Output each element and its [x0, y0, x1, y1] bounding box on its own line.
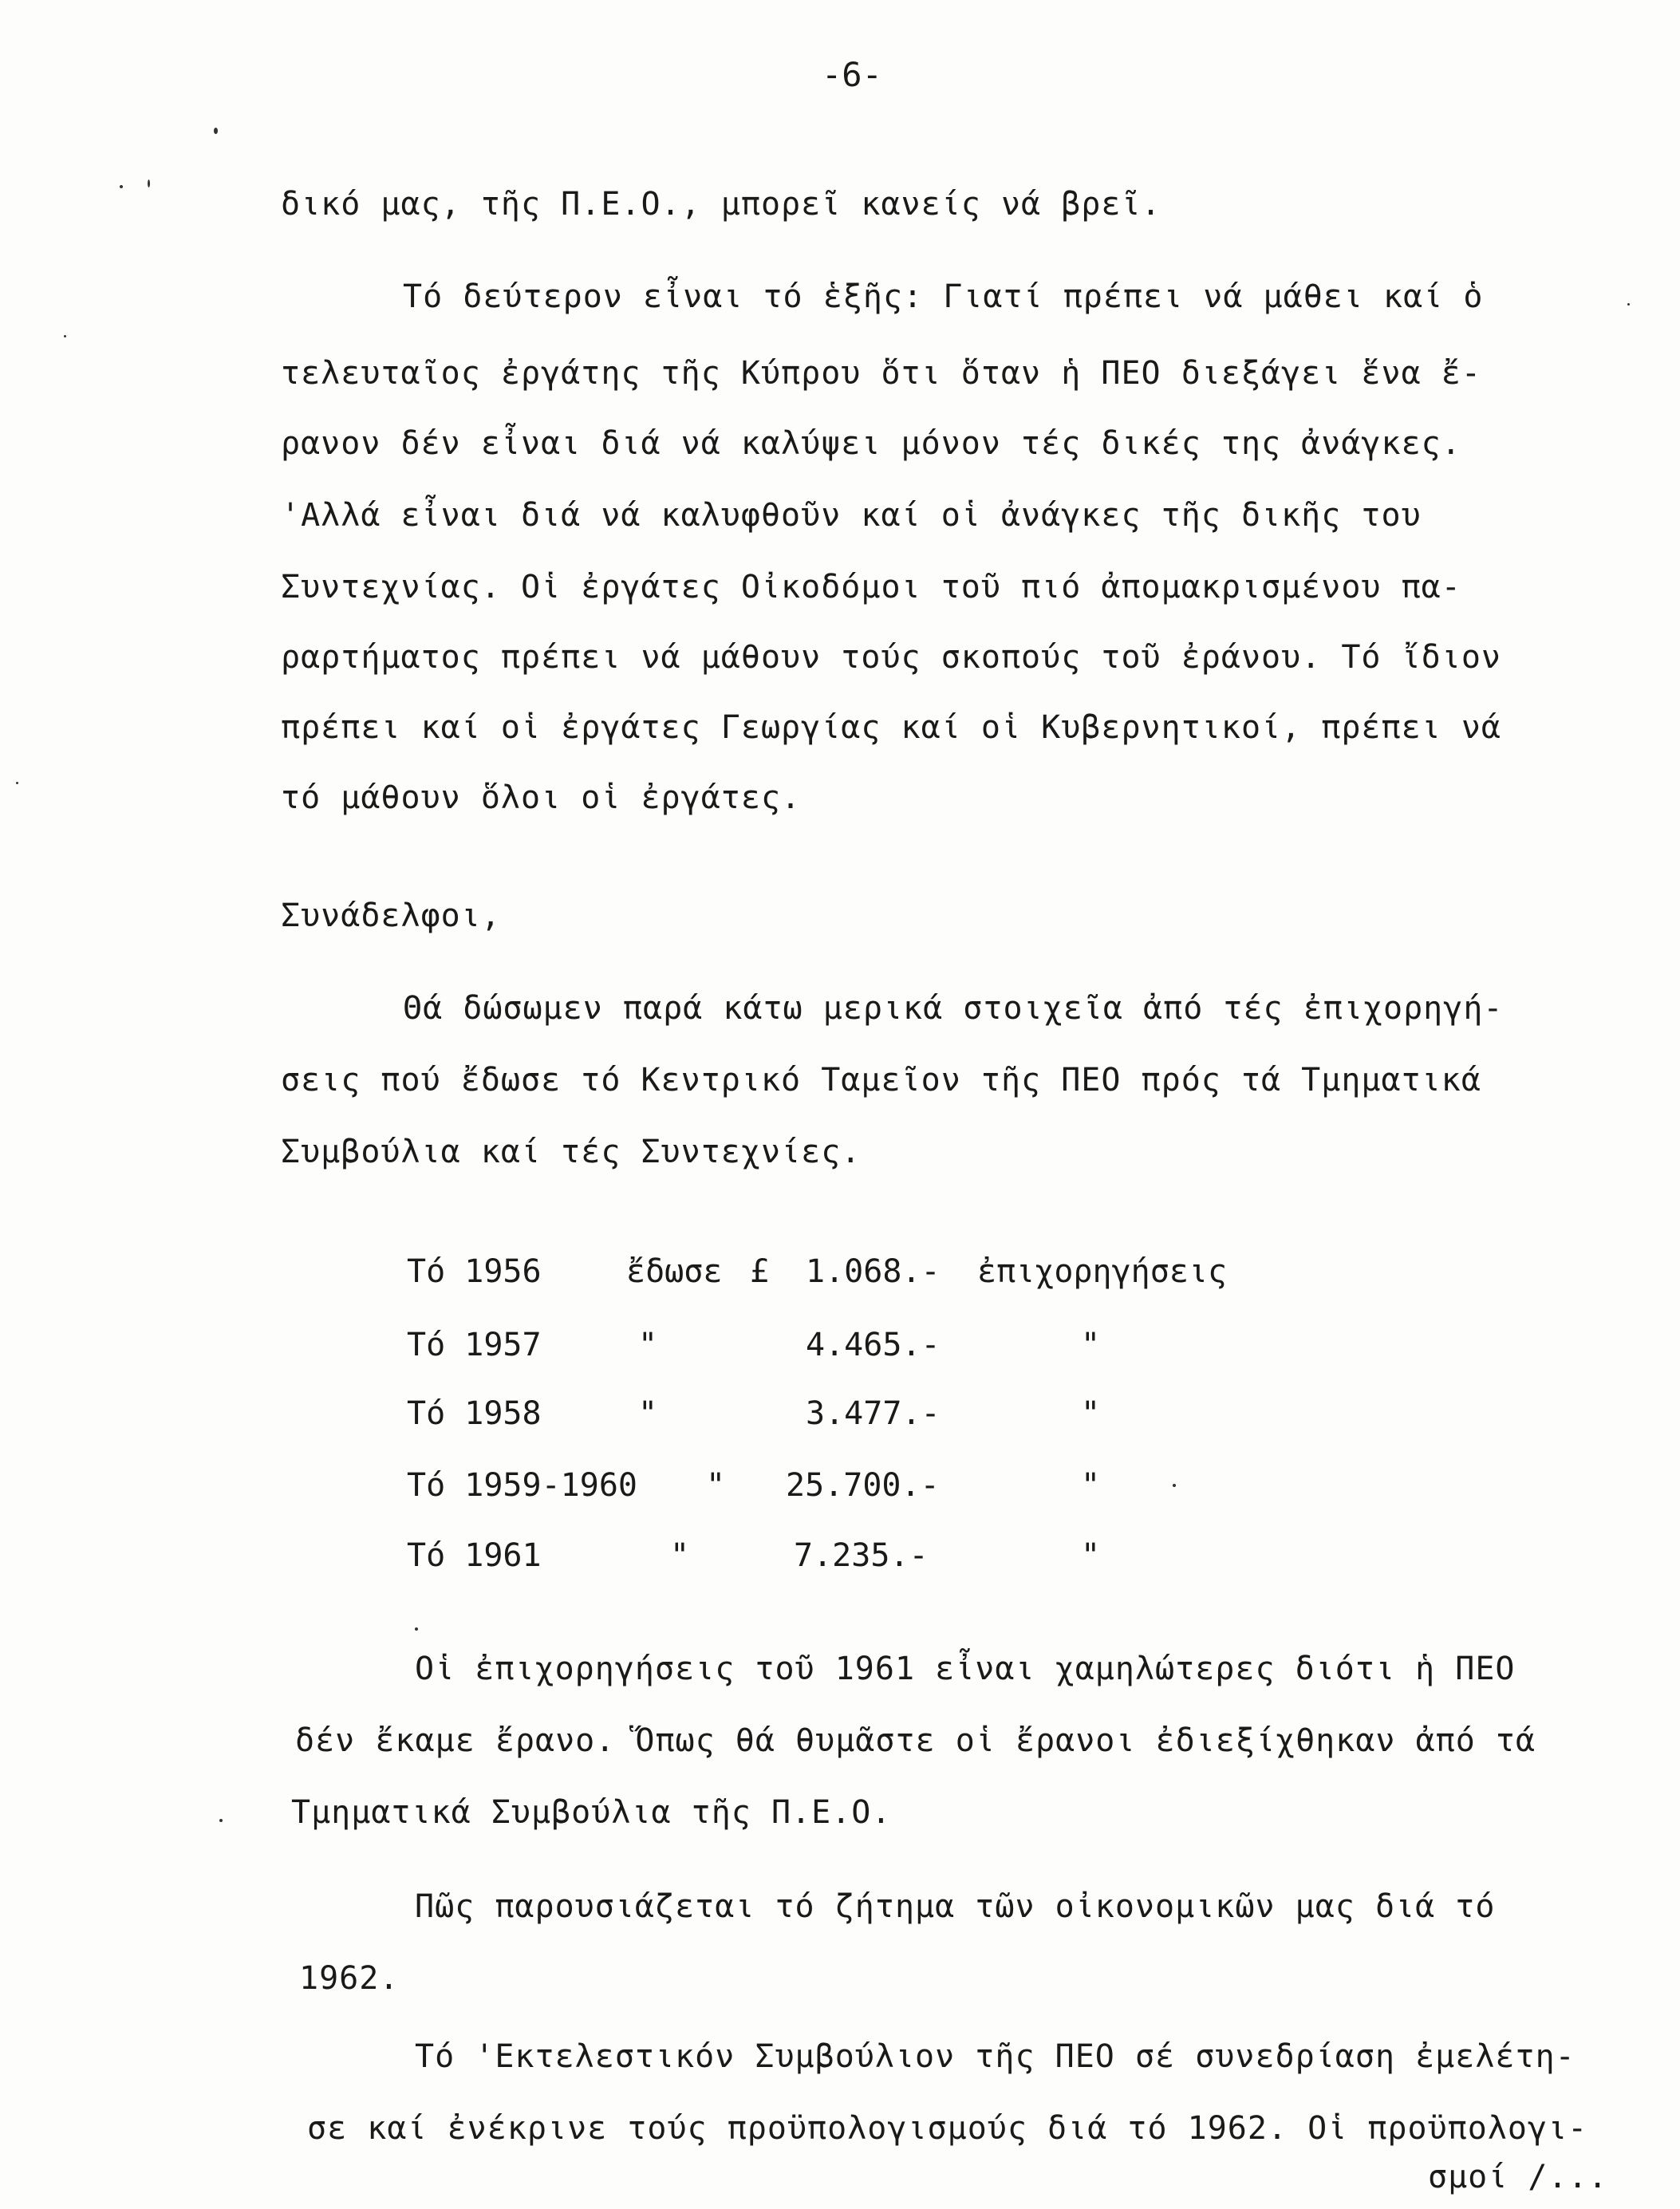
paragraph-line: ρανον δέν εἶναι διά νά καλύψει μόνον τές δικές της ἀνάγκες. [281, 425, 1461, 462]
paragraph-line: Τό δεύτερον εἶναι τό ἑξῆς: Γιατί πρέπει νά μάθει καί ὁ [403, 278, 1484, 315]
scan-speck [1627, 303, 1630, 306]
paragraph-line: Τμηματικά Συμβούλια τῆς Π.Ε.Ο. [291, 1794, 892, 1831]
scan-speck [1173, 1484, 1176, 1487]
scan-speck [214, 128, 218, 134]
paragraph-line: 1962. [299, 1960, 400, 1997]
note-cell: " [1081, 1327, 1101, 1363]
paragraph-line: Τό 'Εκτελεστικόν Συμβούλιον τῆς ΠΕΟ σέ συνεδρίαση ἐμελέτη- [415, 2038, 1575, 2075]
year-cell: Τό 1956 [407, 1253, 542, 1290]
scan-speck [219, 1819, 223, 1822]
amount-cell: 4.465.- [806, 1327, 941, 1363]
scan-speck [415, 1627, 418, 1631]
year-cell: Τό 1959-1960 [407, 1467, 637, 1504]
currency-cell: £ [750, 1253, 770, 1290]
scan-speck [16, 782, 18, 784]
scan-speck [148, 179, 150, 187]
paragraph-line: Θά δώσωμεν παρά κάτω μερικά στοιχεῖα ἀπό τές ἐπιχορηγή- [403, 990, 1504, 1027]
paragraph-line: Πῶς παρουσιάζεται τό ζήτημα τῶν οἰκονομικῶν μας διά τό [415, 1888, 1496, 1925]
page-number: -6- [822, 55, 882, 94]
verb-cell: " [670, 1537, 690, 1574]
verb-cell: ἔδωσε [626, 1253, 723, 1290]
verb-cell: " [638, 1395, 658, 1432]
note-cell: " [1081, 1395, 1101, 1432]
amount-cell: 1.068.- [806, 1253, 941, 1290]
paragraph-line: Οἱ ἐπιχορηγήσεις τοῦ 1961 εἶναι χαμηλώτερες διότι ἡ ΠΕΟ [415, 1651, 1516, 1687]
salutation: Συνάδελφοι, [281, 897, 501, 934]
verb-cell: " [706, 1467, 726, 1504]
year-cell: Τό 1961 [407, 1537, 542, 1574]
amount-cell: 3.477.- [806, 1395, 941, 1432]
verb-cell: " [638, 1327, 658, 1363]
paragraph-line: ραρτήματος πρέπει νά μάθουν τούς σκοπούς τοῦ ἐράνου. Τό ἴδιον [281, 639, 1502, 676]
paragraph-line: τελευταῖος ἐργάτης τῆς Κύπρου ὅτι ὅταν ἡ ΠΕΟ διεξάγει ἕνα ἔ- [281, 355, 1481, 392]
note-cell: ἐπιχορηγήσεις [977, 1253, 1228, 1290]
paragraph-line: Συμβούλια καί τές Συντεχνίες. [281, 1134, 862, 1170]
amount-cell: 7.235.- [794, 1537, 929, 1574]
paragraph-line: δικό μας, τῆς Π.Ε.Ο., μπορεῖ κανείς νά βρεῖ. [281, 186, 1161, 223]
continuation-marker: σμοί /... [1428, 2159, 1608, 2195]
paragraph-line: σε καί ἐνέκρινε τούς προϋπολογισμούς διά τό 1962. Οἱ προϋπολογι- [307, 2110, 1588, 2147]
paragraph-line: δέν ἔκαμε ἔρανο. Ὅπως θά θυμᾶστε οἱ ἔρανοι ἐδιεξίχθηκαν ἀπό τά [295, 1722, 1536, 1759]
year-cell: Τό 1958 [407, 1395, 542, 1432]
note-cell: " [1081, 1467, 1101, 1504]
paragraph-line: 'Αλλά εἶναι διά νά καλυφθοῦν καί οἱ ἀνάγκες τῆς δικῆς του [281, 497, 1422, 534]
scan-speck [120, 185, 123, 188]
year-cell: Τό 1957 [407, 1327, 542, 1363]
paragraph-line: Συντεχνίας. Οἱ ἐργάτες Οἰκοδόμοι τοῦ πιό ἀπομακρισμένου πα- [281, 569, 1461, 606]
note-cell: " [1081, 1537, 1101, 1574]
paragraph-line: σεις πού ἔδωσε τό Κεντρικό Ταμεῖον τῆς ΠΕΟ πρός τά Τμηματικά [281, 1062, 1481, 1099]
scan-speck [64, 335, 66, 337]
paragraph-line: πρέπει καί οἱ ἐργάτες Γεωργίας καί οἱ Κυβερνητικοί, πρέπει νά [281, 709, 1502, 746]
paragraph-line: τό μάθουν ὅλοι οἱ ἐργάτες. [281, 779, 802, 816]
amount-cell: 25.700.- [786, 1467, 940, 1504]
